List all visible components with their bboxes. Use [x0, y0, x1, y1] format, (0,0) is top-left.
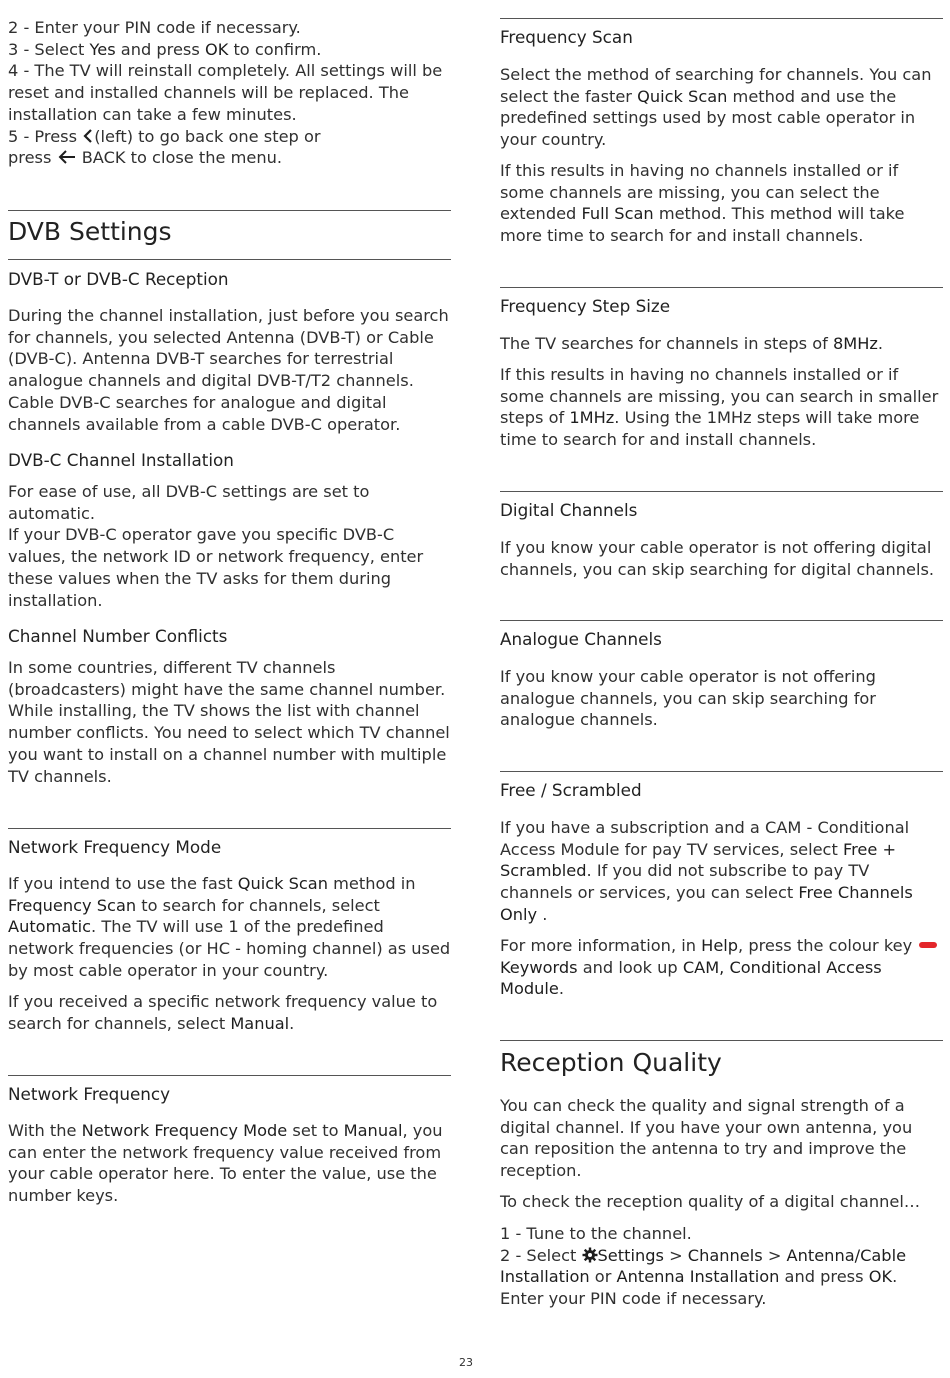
divider — [500, 1040, 943, 1041]
dvbc-install-p2: If your DVB-C operator gave you specific DVB-C values, the network ID or network frequency, enter these values when the TV asks for them during installation. — [8, 525, 424, 610]
chevron-left-icon — [82, 128, 94, 144]
step-size-heading: Frequency Step Size — [500, 296, 671, 316]
digital-heading: Digital Channels — [500, 500, 638, 520]
rq-step-2: 2 - Select Settings > Channels > Antenna/Cable Installation or Antenna Installation and press OK. — [500, 1245, 907, 1287]
dvb-settings-heading: DVB Settings — [8, 217, 172, 246]
step-5: 5 - Press (left) to go back one step or press BACK to close the menu. — [8, 126, 321, 168]
free-scrambled-p1: If you have a subscription and a CAM - Conditional Access Module for pay TV services, select Free + Scrambled. If you did not subscribe to pay TV channels or services, you can select Free Channels Only . — [500, 818, 913, 924]
freq-scan-p2: If this results in having no channels installed or if some channels are missing, you can select the extended Full Scan method. This method will take more time to search for and install channels. — [500, 161, 905, 246]
divider — [8, 259, 451, 260]
step-size-p2: If this results in having no channels installed or if some channels are missing, you can search in smaller steps of 1MHz. Using the 1MHz steps will take more time to search for and install channels. — [500, 365, 939, 450]
step-size-p1: The TV searches for channels in steps of 8MHz. — [500, 334, 884, 353]
rq-p1: You can check the quality and signal strength of a digital channel. If you have your own antenna, you can reposition the antenna to try and improve the reception. — [500, 1096, 913, 1181]
rq-step-1: 1 - Tune to the channel. — [500, 1224, 692, 1243]
divider — [500, 18, 943, 19]
back-arrow-icon — [57, 149, 77, 165]
analogue-body: If you know your cable operator is not offering analogue channels, you can skip searching for analogue channels. — [500, 667, 876, 730]
step-4: 4 - The TV will reinstall completely. All settings will be reset and installed channels will be replaced. The installation can take a few minutes. — [8, 61, 443, 124]
step-2: 2 - Enter your PIN code if necessary. — [8, 18, 301, 37]
conflicts-heading: Channel Number Conflicts — [8, 626, 228, 646]
freq-scan-p1: Select the method of searching for channels. You can select the faster Quick Scan method and use the predefined settings used by most cable operator in your country. — [500, 65, 932, 150]
nf-body: With the Network Frequency Mode set to Manual, you can enter the network frequency value received from your cable operator here. To enter the value, use the number keys. — [8, 1121, 443, 1206]
dvbc-install-p1: For ease of use, all DVB-C settings are set to automatic. — [8, 482, 370, 523]
divider — [500, 620, 943, 621]
analogue-heading: Analogue Channels — [500, 629, 662, 649]
nf-heading: Network Frequency — [8, 1084, 171, 1104]
divider — [500, 287, 943, 288]
install-steps — [8, 17, 451, 169]
digital-body: If you know your cable operator is not offering digital channels, you can skip searching for digital channels. — [500, 538, 935, 579]
step-3: 3 - Select Yes and press OK to confirm. — [8, 39, 322, 59]
rq-p2: To check the reception quality of a digital channel… — [500, 1192, 921, 1211]
nf-mode-heading: Network Frequency Mode — [8, 837, 222, 857]
freq-scan-heading: Frequency Scan — [500, 27, 633, 47]
nf-mode-p1: If you intend to use the fast Quick Scan method in Frequency Scan to search for channels, select Automatic. The TV will use 1 of the predefined network frequencies (or HC - homing channel) as used by most cable operator in your country. — [8, 874, 451, 980]
nf-mode-p2: If you received a specific network frequency value to search for channels, select Manual. — [8, 992, 438, 1033]
red-colour-key-icon — [919, 942, 937, 948]
dvbc-install-heading: DVB-C Channel Installation — [8, 450, 234, 470]
rq-steps — [500, 1223, 943, 1310]
divider — [8, 1075, 451, 1076]
divider — [500, 771, 943, 772]
dvbc-install-body — [8, 481, 451, 611]
free-scrambled-heading: Free / Scrambled — [500, 780, 642, 800]
divider — [500, 491, 943, 492]
reception-body: During the channel installation, just before you search for channels, you selected Antenna (DVB-T) or Cable (DVB-C). Antenna DVB-T searches for terrestrial analogue channels and digital DVB-T/T2 channels. Cable DVB-C searches for analogue and digital channels available from a cable DVB-C operator. — [8, 306, 449, 434]
conflicts-body: In some countries, different TV channels (broadcasters) might have the same channel number. While installing, the TV shows the list with channel number conflicts. You need to select which TV channel you want to install on a channel number with multiple TV channels. — [8, 658, 450, 786]
rq-step-2-pin: Enter your PIN code if necessary. — [500, 1289, 767, 1309]
free-scrambled-p2: For more information, in Help, press the colour key Keywords and look up CAM, Conditional Access Module. — [500, 935, 943, 1000]
gear-icon — [582, 1247, 598, 1263]
divider — [8, 210, 451, 211]
divider — [8, 828, 451, 829]
reception-heading: DVB-T or DVB-C Reception — [8, 269, 229, 289]
page-number: 23 — [459, 1356, 473, 1369]
reception-quality-heading: Reception Quality — [500, 1048, 722, 1077]
